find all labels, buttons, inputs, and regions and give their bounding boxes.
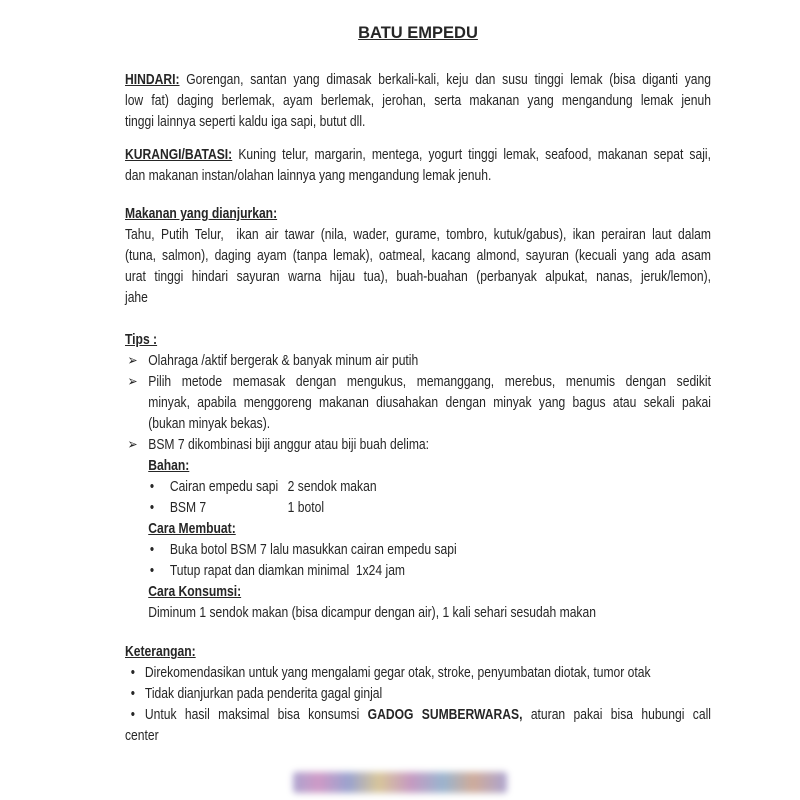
text-line <box>125 145 711 166</box>
section-dianjurkan <box>125 204 711 309</box>
text-line: Tahu, Putih Telur, ikan air tawar (nila, wader, gurame, tombro, kutuk/gabus), ikan perairan laut dalam <box>125 227 711 243</box>
keterangan-item-3 <box>125 705 711 747</box>
text-line <box>125 70 711 91</box>
dot-bullet-icon: • <box>149 479 155 495</box>
blurred-watermark <box>293 772 507 793</box>
dianjurkan-heading: Makanan yang dianjurkan: <box>125 206 278 222</box>
page-title-text: BATU EMPEDU <box>358 24 478 42</box>
bahan-item-1-name: Cairan empedu sapi <box>169 479 279 495</box>
bahan-item-2-name: BSM 7 <box>169 500 207 516</box>
section-keterangan <box>125 642 711 747</box>
keterangan-item-3-brand: GADOG SUMBERWARAS, <box>367 707 523 723</box>
kurangi-label: KURANGI/BATASI: <box>125 147 233 163</box>
keterangan-item-2-text: Tidak dianjurkan pada penderita gagal ginjal <box>144 686 383 702</box>
bahan-item-2-qty: 1 botol <box>287 500 325 516</box>
text-line: (tuna, salmon), daging ayam (tanpa lemak), oatmeal, kacang almond, sayuran (kecuali yang ada asam <box>125 248 711 264</box>
dot-bullet-icon: • <box>130 686 136 702</box>
cara-konsumsi-heading: Cara Konsumsi: <box>148 584 242 600</box>
cara-membuat-step-1 <box>125 540 711 561</box>
bahan-heading: Bahan: <box>148 458 190 474</box>
tips-item-1 <box>125 351 711 372</box>
dot-bullet-icon: • <box>130 707 136 723</box>
keterangan-heading: Keterangan: <box>125 644 196 660</box>
tips-item-3-text: BSM 7 dikombinasi biji anggur atau biji buah delima: <box>148 437 430 453</box>
dot-bullet-icon: • <box>130 665 136 681</box>
hindari-line1: Gorengan, santan yang dimasak berkali-kali, keju dan susu tinggi lemak (bisa diganti yang <box>179 72 711 88</box>
page-title <box>125 24 711 43</box>
section-tips <box>125 330 711 624</box>
tips-heading: Tips : <box>125 332 158 348</box>
text-line: minyak, apabila menggoreng makanan diusahakan dengan minyak yang bagus atau sekali pakai <box>148 395 711 411</box>
text-line <box>125 372 711 393</box>
keterangan-item-3-post: aturan pakai bisa hubungi call <box>522 707 711 723</box>
text-line: (bukan minyak bekas). <box>148 416 271 432</box>
text-line: urat tinggi hindari sayuran warna hijau tua), buah-buahan (perbanyak alpukat, nanas, jeruk/lemon), <box>125 269 711 285</box>
bahan-item-1-qty: 2 sendok makan <box>287 479 377 495</box>
arrow-bullet-icon: ➢ <box>127 374 138 390</box>
text-line: tinggi lainnya seperti kaldu iga sapi, butut dll. <box>125 114 366 130</box>
dot-bullet-icon: • <box>149 500 155 516</box>
document-body <box>125 70 711 747</box>
cara-membuat-step-2-text: Tutup rapat dan diamkan minimal 1x24 jam <box>169 563 406 579</box>
bahan-item-2 <box>125 498 711 519</box>
tips-item-2 <box>125 372 711 435</box>
keterangan-item-1 <box>125 663 711 684</box>
paragraph-kurangi <box>125 145 711 187</box>
hindari-label: HINDARI: <box>125 72 180 88</box>
dot-bullet-icon: • <box>149 542 155 558</box>
paragraph-hindari <box>125 70 711 133</box>
cara-membuat-step-2 <box>125 561 711 582</box>
tips-item-1-text: Olahraga /aktif bergerak & banyak minum air putih <box>148 353 419 369</box>
cara-membuat-step-1-text: Buka botol BSM 7 lalu masukkan cairan empedu sapi <box>169 542 457 558</box>
kurangi-line1: Kuning telur, margarin, mentega, yogurt tinggi lemak, seafood, makanan sepat saji, <box>232 147 711 163</box>
arrow-bullet-icon: ➢ <box>127 437 138 453</box>
cara-konsumsi-text: Diminum 1 sendok makan (bisa dicampur dengan air), 1 kali sehari sesudah makan <box>148 605 596 621</box>
text-line: low fat) daging berlemak, ayam berlemak, jerohan, serta makanan yang mengandung lemak jenuh <box>125 93 711 109</box>
tips-item-2-line1: Pilih metode memasak dengan mengukus, memanggang, merebus, menumis dengan sedikit <box>148 374 711 390</box>
arrow-bullet-icon: ➢ <box>127 353 138 369</box>
text-line: jahe <box>125 290 148 306</box>
keterangan-item-2 <box>125 684 711 705</box>
text-line: center <box>125 728 159 744</box>
keterangan-item-3-pre: Untuk hasil maksimal bisa konsumsi <box>144 707 368 723</box>
tips-item-3 <box>125 435 711 456</box>
cara-membuat-heading: Cara Membuat: <box>148 521 236 537</box>
text-line <box>125 705 711 726</box>
dot-bullet-icon: • <box>149 563 155 579</box>
bahan-item-1 <box>125 477 711 498</box>
text-line: dan makanan instan/olahan lainnya yang mengandung lemak jenuh. <box>125 168 492 184</box>
keterangan-item-1-text: Direkomendasikan untuk yang mengalami gegar otak, stroke, penyumbatan diotak, tumor otak <box>144 665 651 681</box>
